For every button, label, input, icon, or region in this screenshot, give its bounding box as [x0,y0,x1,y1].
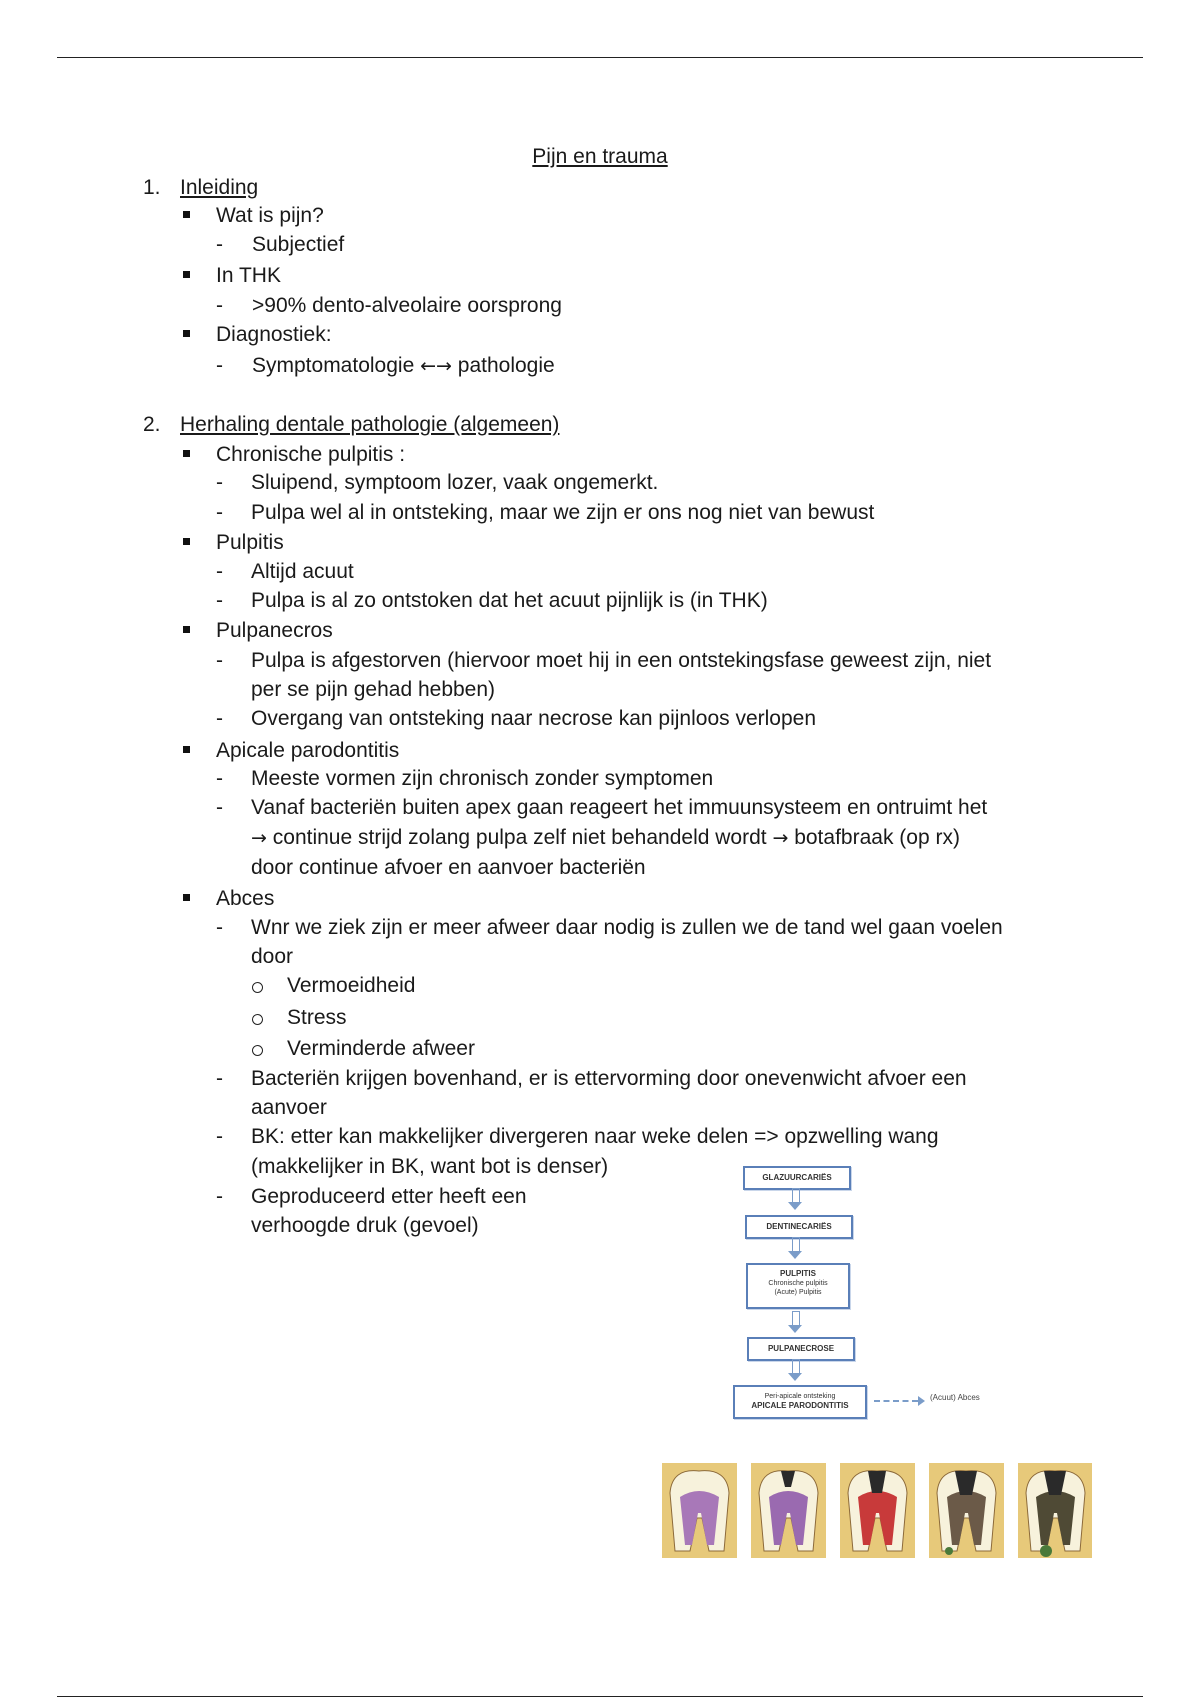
sub-item-continued: (makkelijker in BK, want bot is denser) [251,1155,609,1178]
sub-item-continued: per se pijn gehad hebben) [251,678,496,701]
flow-box-pulpitis: PULPITIS Chronische pulpitis (Acute) Pulpitis [746,1263,850,1309]
sub-item: Altijd acuut [251,560,354,583]
dash-marker: - [216,707,223,730]
dash-marker: - [216,354,223,377]
section-number: 1. [143,176,161,199]
dash-marker: - [216,471,223,494]
tooth-stage-5-icon [1018,1463,1092,1558]
square-bullet-icon [183,211,190,218]
square-bullet-icon [183,894,190,901]
sub-item: Pulpa is afgestorven (hiervoor moet hij in een ontstekingsfase geweest zijn, niet [251,649,992,672]
dash-marker: - [216,796,223,819]
dash-marker: - [216,1185,223,1208]
bullet-item: Pulpitis [216,531,284,554]
sub-item-continued: → continue strijd zolang pulpa zelf niet behandeld wordt → botafbraak (op rx) [251,826,960,849]
bullet-item: In THK [216,264,281,287]
dash-marker: - [216,767,223,790]
tooth-stage-1-icon [662,1463,737,1558]
dash-marker: - [216,1067,223,1090]
flow-arrow-right-icon [874,1400,918,1402]
square-bullet-icon [183,330,190,337]
bullet-item: Diagnostiek: [216,323,332,346]
circle-bullet-icon [252,1014,263,1025]
sub-item-diagnostiek: Symptomatologie ←→ pathologie [252,354,555,377]
sub-item: Pulpa wel al in ontsteking, maar we zijn er ons nog niet van bewust [251,501,875,524]
circle-item: Stress [287,1006,347,1029]
right-arrow-icon: → [772,827,789,849]
dash-marker: - [216,233,223,256]
flow-box-pulpanecrose: PULPANECROSE [747,1337,855,1361]
square-bullet-icon [183,626,190,633]
sub-item: Geproduceerd etter heeft een [251,1185,527,1208]
dash-marker: - [216,649,223,672]
flow-arrow-down-icon [792,1188,800,1203]
pathology-flowchart [665,1157,1105,1457]
sub-item: >90% dento-alveolaire oorsprong [252,294,562,317]
tooth-stages-illustration [662,1463,1092,1558]
sub-item-continued: door [251,945,294,968]
flow-arrow-down-icon [792,1311,800,1326]
square-bullet-icon [183,538,190,545]
sub-item: Subjectief [252,233,345,256]
tooth-stage-3-icon [840,1463,915,1558]
circle-item: Verminderde afweer [287,1037,475,1060]
sub-item-continued: verhoogde druk (gevoel) [251,1214,479,1237]
flow-box-dentinecaries: DENTINECARIËS [745,1215,853,1239]
bullet-item: Wat is pijn? [216,204,324,227]
sub-item: Pulpa is al zo ontstoken dat het acuut pijnlijk is (in THK) [251,589,768,612]
sub-item: Wnr we ziek zijn er meer afweer daar nodig is zullen we de tand wel gaan voelen [251,916,1003,939]
flow-box-glazuurcaries: GLAZUURCARIËS [743,1166,851,1190]
square-bullet-icon [183,450,190,457]
sub-item-continued: door continue afvoer en aanvoer bacteriën [251,856,646,879]
section-heading-inleiding: Inleiding [180,176,259,199]
circle-item: Vermoeidheid [287,974,416,997]
dash-marker: - [216,916,223,939]
sub-item: Bacteriën krijgen bovenhand, er is ettervorming door onevenwicht afvoer een [251,1067,967,1090]
bullet-item: Apicale parodontitis [216,739,400,762]
circle-bullet-icon [252,1045,263,1056]
circle-bullet-icon [252,982,263,993]
tooth-stage-4-icon [929,1463,1004,1558]
page-title: Pijn en trauma [532,145,668,168]
flow-box-apicale-parodontitis: Peri-apicale ontsteking APICALE PARODONTITIS [733,1385,867,1419]
tooth-stage-2-icon [751,1463,826,1558]
dash-marker: - [216,501,223,524]
bullet-item: Abces [216,887,275,910]
section-heading-herhaling: Herhaling dentale pathologie (algemeen) [180,413,560,436]
square-bullet-icon [183,271,190,278]
footer-rule [57,1696,1143,1697]
sub-item: Sluipend, symptoom lozer, vaak ongemerkt. [251,471,659,494]
sub-item: Overgang van ontsteking naar necrose kan pijnloos verlopen [251,707,817,730]
flow-arrow-down-icon [792,1359,800,1374]
header-rule [57,57,1143,58]
bullet-item: Chronische pulpitis : [216,443,406,466]
square-bullet-icon [183,746,190,753]
flow-arrow-down-icon [792,1237,800,1252]
double-arrow-icon: ←→ [420,355,452,377]
dash-marker: - [216,294,223,317]
sub-item: Meeste vormen zijn chronisch zonder symptomen [251,767,714,790]
flow-side-label: (Acuut) Abces [930,1393,980,1402]
dash-marker: - [216,1125,223,1148]
right-arrow-icon: → [251,827,267,849]
sub-item: Vanaf bacteriën buiten apex gaan reageert het immuunsysteem en ontruimt het [251,796,988,819]
dash-marker: - [216,560,223,583]
sub-item: BK: etter kan makkelijker divergeren naar weke delen => opzwelling wang [251,1125,939,1148]
bullet-item: Pulpanecros [216,619,333,642]
sub-item-continued: aanvoer [251,1096,327,1119]
dash-marker: - [216,589,223,612]
section-number: 2. [143,413,161,436]
